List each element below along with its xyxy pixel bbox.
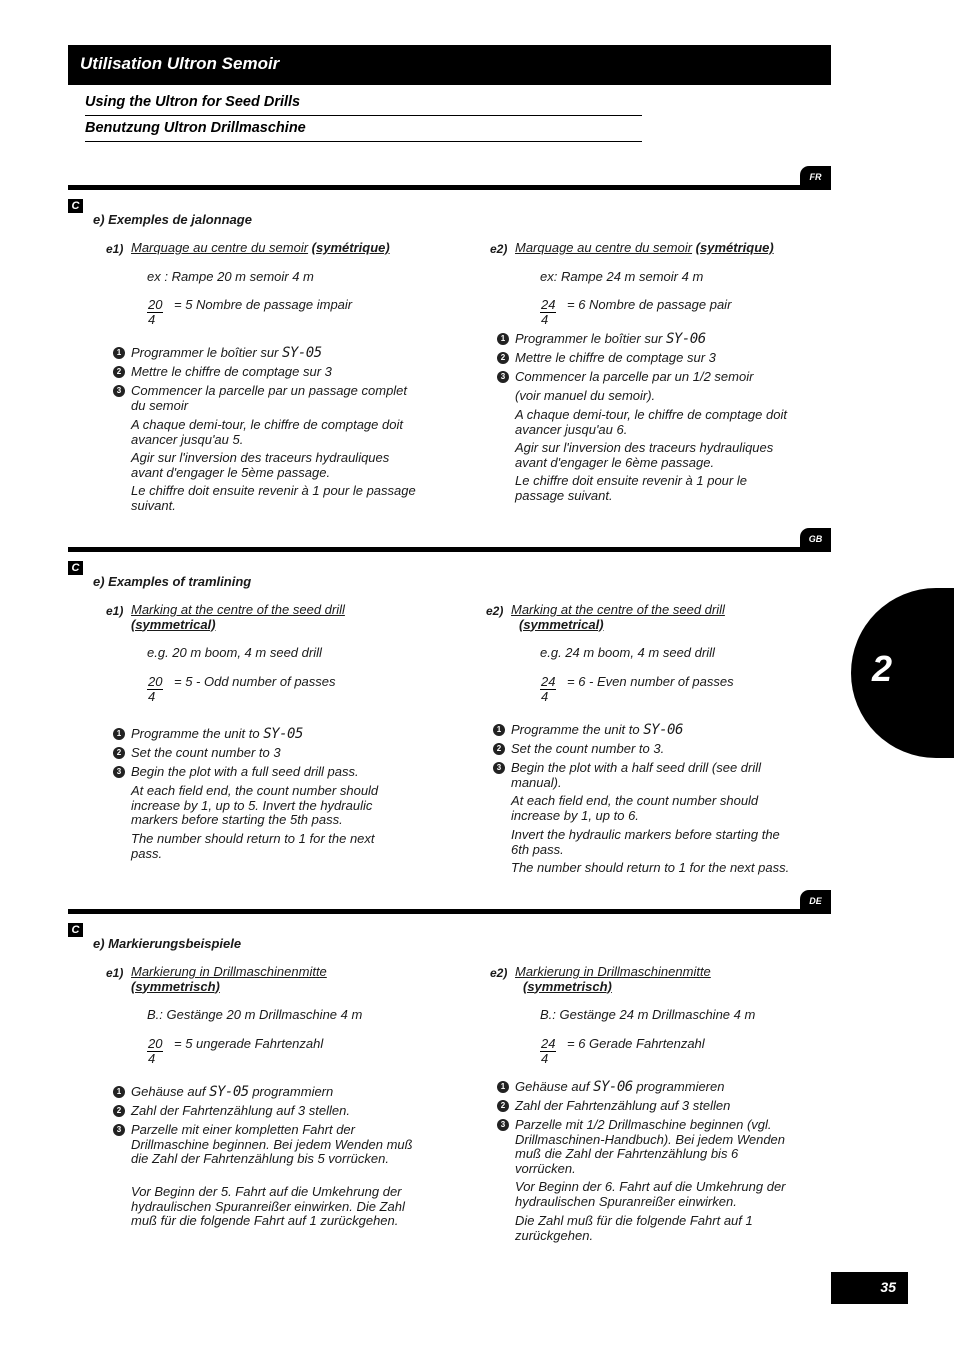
step-text-main: Mettre le chiffre de comptage sur 3 bbox=[131, 364, 332, 379]
example-heading bbox=[515, 241, 795, 256]
step-text bbox=[515, 1080, 800, 1095]
heading-underlined: Marquage au centre du semoir bbox=[131, 240, 309, 255]
example-description: B.: Gestänge 20 m Drillmaschine 4 m bbox=[147, 1007, 363, 1022]
step-text-main: Gehäuse auf bbox=[515, 1079, 594, 1094]
example-label: e1) bbox=[106, 604, 124, 618]
step-text-main: Begin the plot with a full seed drill pass. bbox=[131, 764, 359, 779]
heading-bold: (symmetrisch) bbox=[131, 978, 220, 994]
fraction-numerator: 20 bbox=[148, 297, 163, 312]
step-number-bullet: 3 bbox=[113, 1124, 125, 1136]
section-title: e) Exemples de jalonnage bbox=[93, 212, 252, 227]
display-code: SY-06 bbox=[666, 331, 706, 347]
example-description: e.g. 24 m boom, 4 m seed drill bbox=[540, 645, 715, 660]
fraction-formula bbox=[540, 297, 732, 327]
instruction-note: Agir sur l'inversion des traceurs hydrauliques avant d'engager le 6ème passage. bbox=[515, 440, 774, 470]
example-description: ex : Rampe 20 m semoir 4 m bbox=[147, 269, 314, 284]
example-description: e.g. 20 m boom, 4 m seed drill bbox=[147, 645, 322, 660]
step-number-bullet: 1 bbox=[113, 347, 125, 359]
step-text-main: Gehäuse auf bbox=[131, 1084, 210, 1099]
step-text bbox=[511, 742, 796, 757]
step-number-bullet: 3 bbox=[497, 1119, 509, 1131]
example-heading bbox=[131, 603, 401, 632]
fraction-result: = 5 ungerade Fahrtenzahl bbox=[174, 1036, 324, 1051]
fraction-formula bbox=[540, 674, 734, 704]
instruction-note: At each field end, the count number should increase by 1, up to 6. bbox=[511, 793, 759, 823]
heading-bold: (symmetrisch) bbox=[523, 978, 612, 994]
example-heading bbox=[131, 241, 421, 256]
instruction-note: A chaque demi-tour, le chiffre de comptage doit avancer jusqu'au 6. bbox=[515, 407, 787, 437]
fraction-denominator: 4 bbox=[148, 312, 156, 327]
step-text-main: Parzelle mit einer kompletten Fahrt der Drillmaschine beginnen. Bei jedem Wenden muß die Zahl der Fahrtenzählung bis 5 vorrücken. bbox=[131, 1122, 413, 1166]
example-description: ex: Rampe 24 m semoir 4 m bbox=[540, 269, 704, 284]
example-description: B.: Gestänge 24 m Drillmaschine 4 m bbox=[540, 1007, 756, 1022]
instruction-note: A chaque demi-tour, le chiffre de comptage doit avancer jusqu'au 5. bbox=[131, 417, 403, 447]
example-label: e1) bbox=[106, 242, 124, 256]
instruction-note: Die Zahl muß für die folgende Fahrt auf 1 zurückgehen. bbox=[515, 1213, 753, 1243]
step-number-bullet: 2 bbox=[497, 1100, 509, 1112]
example-label: e2) bbox=[490, 242, 508, 256]
instruction-note: Vor Beginn der 6. Fahrt auf die Umkehrung der hydraulischen Spuranreißer einwirken. bbox=[515, 1179, 786, 1209]
step-text-main: Parzelle mit 1/2 Drillmaschine beginnen (vgl. Drillmaschinen-Handbuch). Bei jedem Wenden muß die Zahl der Fahrtenzählung bis 6 vorrücken. bbox=[515, 1117, 786, 1176]
step-text bbox=[511, 723, 796, 738]
display-code: SY-06 bbox=[593, 1079, 633, 1095]
step-text-main: Zahl der Fahrtenzählung auf 3 stellen. bbox=[131, 1103, 350, 1118]
heading-bold: (symétrique) bbox=[311, 240, 390, 255]
heading-bold: (symmetrical) bbox=[131, 616, 216, 632]
page-title: Utilisation Ultron Semoir bbox=[80, 54, 280, 73]
step-text bbox=[131, 1085, 416, 1100]
step-text-main: Mettre le chiffre de comptage sur 3 bbox=[515, 350, 716, 365]
fraction-formula bbox=[540, 1036, 705, 1066]
fraction-result: = 5 Nombre de passage impair bbox=[174, 297, 353, 312]
section-letter-badge: C bbox=[68, 199, 83, 213]
heading-underlined: Marquage au centre du semoir bbox=[515, 240, 693, 255]
step-number-bullet: 2 bbox=[497, 352, 509, 364]
language-tab-de: DE bbox=[800, 890, 831, 912]
instruction-note: The number should return to 1 for the next pass. bbox=[511, 860, 790, 875]
section-title: e) Markierungsbeispiele bbox=[93, 936, 242, 951]
step-text-main: Commencer la parcelle par un passage complet du semoir bbox=[131, 383, 408, 413]
step-text-suffix: programmiern bbox=[248, 1084, 334, 1099]
section-rule bbox=[68, 547, 831, 552]
step-number-bullet: 2 bbox=[113, 747, 125, 759]
chapter-number: 2 bbox=[872, 648, 893, 689]
instruction-note: Le chiffre doit ensuite revenir à 1 pour le passage suivant. bbox=[515, 473, 747, 503]
fraction-numerator: 20 bbox=[148, 1036, 163, 1051]
section-rule bbox=[68, 185, 831, 190]
display-code: SY-05 bbox=[282, 345, 322, 361]
fraction-denominator: 4 bbox=[148, 1051, 156, 1066]
heading-underlined: Marking at the centre of the seed drill bbox=[131, 602, 345, 617]
fraction-formula bbox=[147, 1036, 324, 1066]
display-code: SY-05 bbox=[209, 1084, 249, 1100]
step-text-main: Set the count number to 3. bbox=[511, 741, 665, 756]
subtitle-english: Using the Ultron for Seed Drills bbox=[85, 94, 642, 116]
step-number-bullet: 3 bbox=[113, 766, 125, 778]
step-number-bullet: 1 bbox=[113, 728, 125, 740]
section-title: e) Examples of tramlining bbox=[93, 574, 252, 589]
step-text-main: Commencer la parcelle par un 1/2 semoir bbox=[515, 369, 754, 384]
title-bar bbox=[68, 45, 831, 85]
section-letter-badge: C bbox=[68, 923, 83, 937]
page-number-box bbox=[831, 1272, 908, 1304]
step-text bbox=[515, 351, 795, 366]
fraction-result: = 6 Gerade Fahrtenzahl bbox=[567, 1036, 705, 1051]
fraction-numerator: 24 bbox=[541, 297, 556, 312]
step-text bbox=[515, 370, 795, 385]
example-heading bbox=[131, 965, 416, 994]
step-number-bullet: 3 bbox=[113, 385, 125, 397]
step-text-main: Programmer le boîtier sur bbox=[131, 345, 282, 360]
step-text-main: Programmer le boîtier sur bbox=[515, 331, 666, 346]
step-text bbox=[131, 765, 401, 780]
step-number-bullet: 2 bbox=[113, 366, 125, 378]
fraction-denominator: 4 bbox=[541, 689, 549, 704]
fraction-numerator: 20 bbox=[148, 674, 163, 689]
chapter-tab bbox=[851, 588, 954, 758]
step-text bbox=[131, 1123, 416, 1167]
step-text bbox=[131, 746, 401, 761]
language-tab-gb: GB bbox=[800, 528, 831, 550]
example-label: e2) bbox=[486, 604, 504, 618]
instruction-note: Invert the hydraulic markers before starting the 6th pass. bbox=[511, 827, 780, 857]
example-heading bbox=[511, 603, 796, 632]
example-label: e2) bbox=[490, 966, 508, 980]
step-text bbox=[131, 346, 421, 361]
step-text bbox=[515, 1099, 800, 1114]
section-letter-badge: C bbox=[68, 561, 83, 575]
section-rule bbox=[68, 909, 831, 914]
instruction-note: Le chiffre doit ensuite revenir à 1 pour le passage suivant. bbox=[131, 483, 416, 513]
step-text-main: Zahl der Fahrtenzählung auf 3 stellen bbox=[515, 1098, 731, 1113]
step-text-main: Begin the plot with a half seed drill (see drill manual). bbox=[511, 760, 762, 790]
display-code: SY-06 bbox=[643, 722, 683, 738]
fraction-numerator: 24 bbox=[541, 1036, 556, 1051]
fraction-result: = 5 - Odd number of passes bbox=[174, 674, 336, 689]
step-number-bullet: 1 bbox=[497, 333, 509, 345]
step-text-main: Programme the unit to bbox=[131, 726, 264, 741]
heading-underlined: Markierung in Drillmaschinenmitte bbox=[131, 964, 327, 979]
step-text bbox=[511, 761, 796, 790]
instruction-note: The number should return to 1 for the next pass. bbox=[131, 831, 375, 861]
instruction-note: (voir manuel du semoir). bbox=[515, 388, 656, 403]
step-number-bullet: 3 bbox=[497, 371, 509, 383]
example-heading bbox=[515, 965, 800, 994]
step-text bbox=[131, 365, 421, 380]
display-code: SY-05 bbox=[263, 726, 303, 742]
fraction-denominator: 4 bbox=[541, 1051, 549, 1066]
step-number-bullet: 1 bbox=[113, 1086, 125, 1098]
fraction-result: = 6 - Even number of passes bbox=[567, 674, 734, 689]
fraction-denominator: 4 bbox=[541, 312, 549, 327]
step-number-bullet: 1 bbox=[493, 724, 505, 736]
step-text bbox=[131, 384, 421, 413]
heading-underlined: Marking at the centre of the seed drill bbox=[511, 602, 725, 617]
step-text-main: Programme the unit to bbox=[511, 722, 644, 737]
step-text-main: Set the count number to 3 bbox=[131, 745, 281, 760]
fraction-formula bbox=[147, 297, 353, 327]
step-text bbox=[131, 1104, 416, 1119]
step-text bbox=[131, 727, 401, 742]
heading-bold: (symmetrical) bbox=[519, 616, 604, 632]
page-number: 35 bbox=[880, 1279, 896, 1295]
fraction-numerator: 24 bbox=[541, 674, 556, 689]
step-number-bullet: 2 bbox=[113, 1105, 125, 1117]
heading-underlined: Markierung in Drillmaschinenmitte bbox=[515, 964, 711, 979]
step-text bbox=[515, 332, 795, 347]
instruction-note: Vor Beginn der 5. Fahrt auf die Umkehrung der hydraulischen Spuranreißer einwirken. Die Zahl muß für die folgende Fahrt auf 1 zurückgehen. bbox=[131, 1184, 405, 1228]
instruction-note: Agir sur l'inversion des traceurs hydrauliques avant d'engager le 5ème passage. bbox=[131, 450, 390, 480]
step-text-suffix: programmieren bbox=[632, 1079, 725, 1094]
step-text bbox=[515, 1118, 800, 1176]
language-tab-fr: FR bbox=[800, 166, 831, 188]
instruction-note: At each field end, the count number should increase by 1, up to 5. Invert the hydraulic markers before starting the 5th pass. bbox=[131, 783, 379, 827]
fraction-formula bbox=[147, 674, 336, 704]
fraction-denominator: 4 bbox=[148, 689, 156, 704]
example-label: e1) bbox=[106, 966, 124, 980]
heading-bold: (symétrique) bbox=[695, 240, 774, 255]
subtitle-german: Benutzung Ultron Drillmaschine bbox=[85, 120, 642, 142]
fraction-result: = 6 Nombre de passage pair bbox=[567, 297, 732, 312]
step-number-bullet: 3 bbox=[493, 762, 505, 774]
step-number-bullet: 1 bbox=[497, 1081, 509, 1093]
step-number-bullet: 2 bbox=[493, 743, 505, 755]
